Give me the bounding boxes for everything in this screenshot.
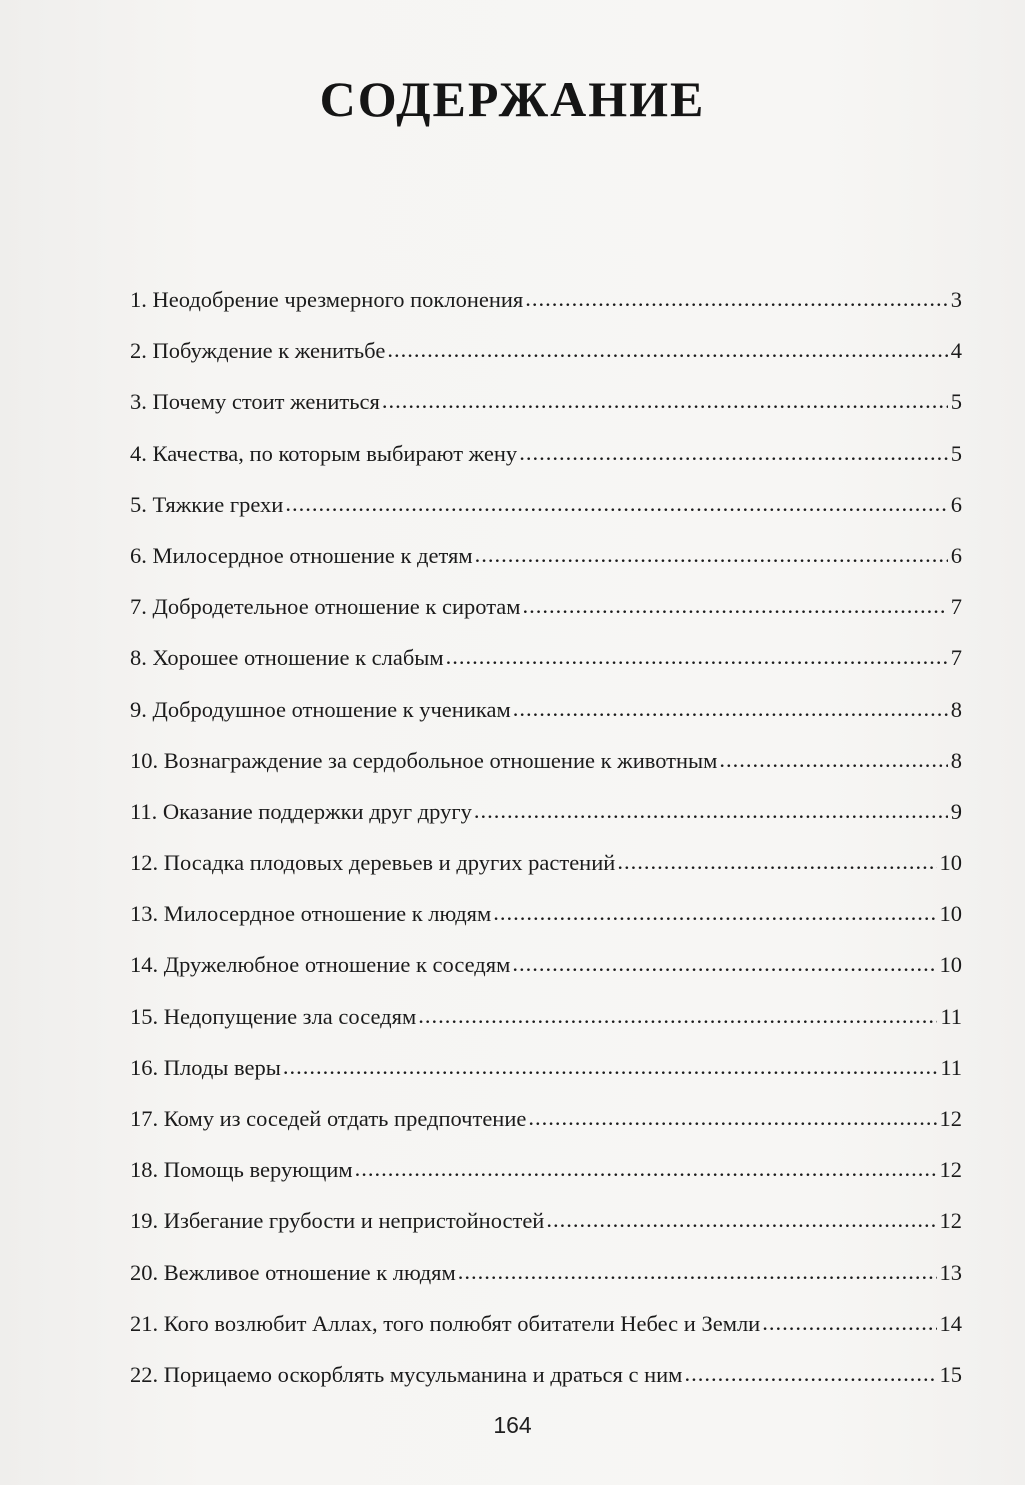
toc-entry xyxy=(130,438,962,489)
dot-leader xyxy=(387,334,947,366)
toc-entry-page-number: 13 xyxy=(939,1259,962,1285)
dot-leader xyxy=(525,283,947,315)
toc-entry-page-number: 7 xyxy=(950,594,962,620)
toc-entry-title: 1. Неодобрение чрезмерного поклонения xyxy=(130,287,524,312)
toc-entry xyxy=(130,694,962,745)
toc-entry-title: 14. Дружелюбное отношение к соседям xyxy=(130,952,511,978)
toc-entry-page-number: 11 xyxy=(940,1054,962,1080)
dot-leader xyxy=(475,539,948,571)
toc-entry xyxy=(130,1103,962,1154)
toc-entry-title: 17. Кому из соседей отдать предпочтение xyxy=(130,1106,527,1131)
dot-leader xyxy=(762,1307,936,1339)
toc-entry-title: 19. Избегание грубости и непристойностей xyxy=(130,1208,545,1234)
dot-leader xyxy=(528,1102,936,1134)
toc-entry-page-number: 5 xyxy=(950,389,962,415)
toc-entry xyxy=(130,386,962,437)
toc-entry-page-number: 12 xyxy=(939,1208,962,1234)
page-title: СОДЕРЖАНИЕ xyxy=(319,71,706,127)
dot-leader xyxy=(418,1000,937,1032)
toc-entry-page-number: 9 xyxy=(950,798,962,824)
dot-leader xyxy=(512,948,936,980)
toc-entry-page-number: 8 xyxy=(950,696,962,722)
toc-entry xyxy=(130,335,962,386)
toc-entry xyxy=(130,1308,962,1359)
toc-entry-title: 21. Кого возлюбит Аллах, того полюбят обитатели Небес и Земли xyxy=(130,1310,761,1336)
dot-leader xyxy=(513,693,948,725)
toc-entry-page-number: 5 xyxy=(950,440,962,466)
page-number: 164 xyxy=(493,1412,532,1438)
toc-entry xyxy=(130,591,962,642)
toc-entry-page-number: 12 xyxy=(939,1157,962,1183)
dot-leader xyxy=(474,795,948,827)
toc-entry-title: 22. Порицаемо оскорблять мусульманина и драться с ним xyxy=(130,1361,683,1387)
dot-leader xyxy=(523,590,948,622)
toc-entry-title: 20. Вежливое отношение к людям xyxy=(130,1259,456,1285)
toc-entry-page-number: 7 xyxy=(950,645,962,671)
toc-entry xyxy=(130,1001,962,1052)
dot-leader xyxy=(546,1204,936,1236)
toc-entry-title: 15. Недопущение зла соседям xyxy=(130,1003,417,1029)
toc-entry-page-number: 10 xyxy=(939,850,962,876)
dot-leader xyxy=(719,744,947,776)
dot-leader xyxy=(446,641,948,673)
toc-entry-page-number: 11 xyxy=(940,1003,962,1029)
dot-leader xyxy=(283,1051,937,1083)
toc-entry-page-number: 12 xyxy=(939,1106,962,1131)
toc-entry xyxy=(130,796,962,847)
toc-entry xyxy=(130,745,962,796)
toc-entry xyxy=(130,1052,962,1103)
toc-entry-page-number: 3 xyxy=(950,287,962,312)
toc-entry-title: 9. Добродушное отношение к ученикам xyxy=(130,696,511,722)
toc-entry xyxy=(130,540,962,591)
dot-leader xyxy=(493,897,936,929)
toc-entry-title: 5. Тяжкие грехи xyxy=(130,491,284,517)
toc-entry-title: 3. Почему стоит жениться xyxy=(130,389,380,415)
toc-entry-title: 8. Хорошее отношение к слабым xyxy=(130,645,444,671)
toc-entry xyxy=(130,898,962,949)
toc-entry-page-number: 10 xyxy=(939,952,962,978)
toc-entry-title: 18. Помощь верующим xyxy=(130,1157,353,1183)
toc-entry-title: 11. Оказание поддержки друг другу xyxy=(130,798,472,824)
dot-leader xyxy=(285,488,947,520)
toc-entry-title: 16. Плоды веры xyxy=(130,1054,281,1080)
toc-entry-page-number: 4 xyxy=(950,338,962,364)
toc-entry xyxy=(130,284,962,335)
toc-entry xyxy=(130,489,962,540)
toc-entry xyxy=(130,1154,962,1205)
toc-entry-page-number: 14 xyxy=(939,1310,962,1336)
toc-entry-title: 7. Добродетельное отношение к сиротам xyxy=(130,594,521,620)
dot-leader xyxy=(519,437,948,469)
dot-leader xyxy=(355,1153,937,1185)
toc-entry-title: 4. Качества, по которым выбирают жену xyxy=(130,440,518,466)
dot-leader xyxy=(458,1256,937,1288)
toc-entry xyxy=(130,1257,962,1308)
toc-entry-page-number: 10 xyxy=(939,901,962,927)
table-of-contents xyxy=(130,284,962,1410)
toc-entry-page-number: 15 xyxy=(939,1361,962,1387)
toc-entry xyxy=(130,949,962,1000)
toc-entry-title: 6. Милосердное отношение к детям xyxy=(130,542,473,568)
toc-entry xyxy=(130,1359,962,1410)
toc-entry-page-number: 6 xyxy=(950,491,962,517)
toc-entry-title: 13. Милосердное отношение к людям xyxy=(130,901,492,927)
toc-entry-title: 12. Посадка плодовых деревьев и других растений xyxy=(130,850,616,876)
toc-entry xyxy=(130,1205,962,1256)
toc-entry xyxy=(130,847,962,898)
dot-leader xyxy=(382,385,948,417)
toc-entry-title: 10. Вознаграждение за сердобольное отношение к животным xyxy=(130,747,718,773)
dot-leader xyxy=(684,1358,936,1390)
toc-entry xyxy=(130,642,962,693)
toc-entry-title: 2. Побуждение к женитьбе xyxy=(130,338,386,364)
toc-entry-page-number: 8 xyxy=(950,747,962,773)
toc-entry-page-number: 6 xyxy=(950,542,962,568)
dot-leader xyxy=(617,846,936,878)
